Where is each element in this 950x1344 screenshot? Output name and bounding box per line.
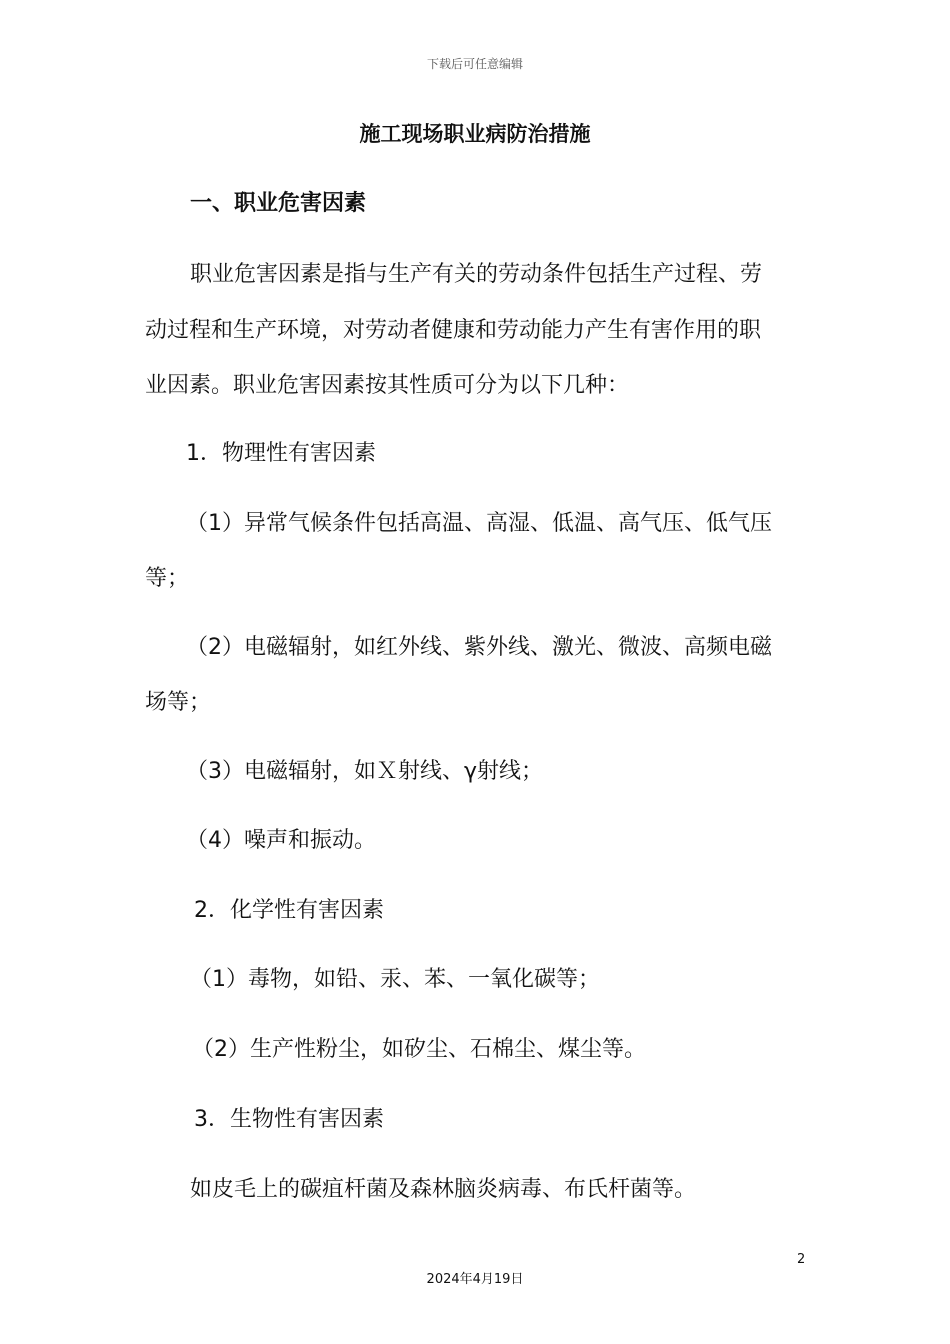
page-header: 下载后可任意编辑 <box>426 57 523 71</box>
list-item-chemical-1: （1）毒物，如铅、汞、苯、一氧化碳等； <box>190 967 600 992</box>
intro-line-2: 动过程和生产环境，对劳动者健康和劳动能力产生有害作用的职 <box>145 318 762 343</box>
list-item-physical-1-line-1: （1）异常气候条件包括高温、高湿、低温、高气压、低气压 <box>186 511 772 536</box>
subsection-heading-biological: 3．生物性有害因素 <box>194 1107 384 1132</box>
footer-date: 2024年4月19日 <box>426 1272 524 1287</box>
intro-line-1: 职业危害因素是指与生产有关的劳动条件包括生产过程、劳 <box>190 262 763 287</box>
page-number: 2 <box>797 1252 806 1267</box>
intro-line-3: 业因素。职业危害因素按其性质可分为以下几种： <box>145 373 630 398</box>
list-item-physical-2-line-2: 场等； <box>145 690 212 715</box>
list-item-physical-4: （4）噪声和振动。 <box>186 828 376 853</box>
section-heading: 一、职业危害因素 <box>190 191 367 216</box>
document-title: 施工现场职业病防治措施 <box>359 122 591 146</box>
list-item-physical-3: （3）电磁辐射，如Ｘ射线、γ射线； <box>186 759 544 784</box>
list-item-physical-2-line-1: （2）电磁辐射，如红外线、紫外线、激光、微波、高频电磁 <box>186 635 772 660</box>
list-item-physical-1-line-2: 等； <box>145 566 190 591</box>
list-item-chemical-2: （2）生产性粉尘，如矽尘、石棉尘、煤尘等。 <box>192 1037 646 1062</box>
biological-text: 如皮毛上的碳疽杆菌及森林脑炎病毒、布氏杆菌等。 <box>190 1177 697 1202</box>
subsection-heading-chemical: 2．化学性有害因素 <box>194 898 384 923</box>
subsection-heading-physical: 1．物理性有害因素 <box>186 441 376 466</box>
